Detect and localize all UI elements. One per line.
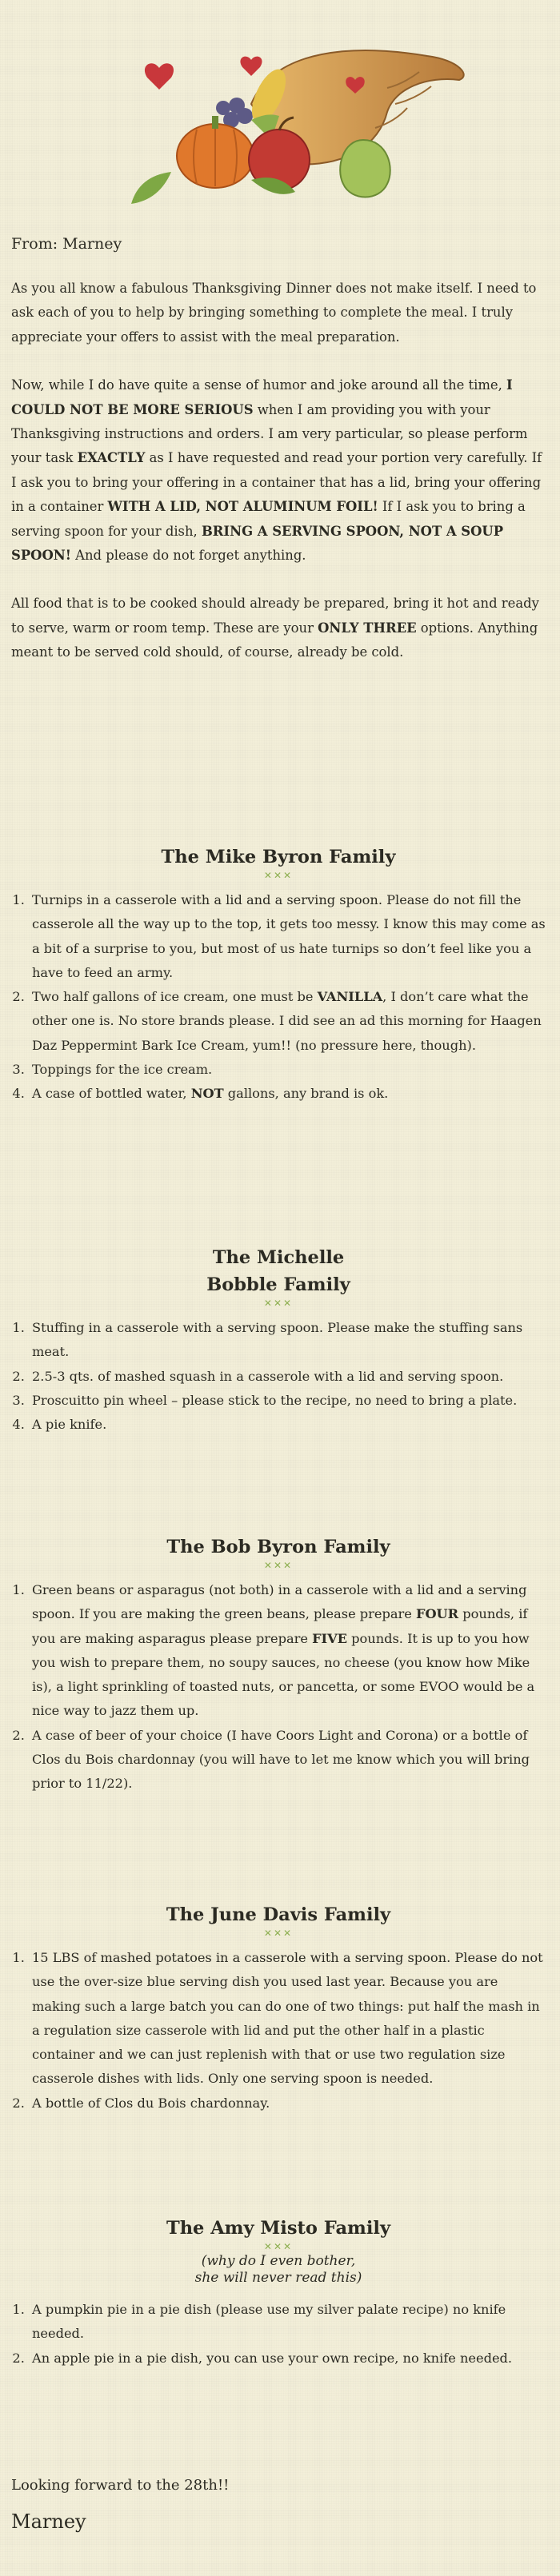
text-run: 15 LBS of mashed potatoes in a casserole with a serving spoon. Please do not use the over-size blue serving dish you used last year. Because you are making such a large batch you can do one of two things: put half the mash in a regulation size casserole with lid and put the other half in a plastic container and we can just replenish with that or use two regulation size casserole dishes with lids. Only one serving spoon is needed. (32, 1950, 543, 2087)
text-run: Turnips in a casserole with a lid and a serving spoon. Please do not fill the casserole all the way up to the top, it gets too messy. I know this may come as a bit of a surprise to you, but most of us hate turnips so don’t feel like you a have to feed an army. (32, 892, 546, 980)
intro-paragraph-3 (11, 592, 544, 664)
list-item (29, 985, 546, 1058)
family-title: The Bob Byron Family (166, 1537, 390, 1557)
item-list (11, 1316, 546, 1437)
intro-paragraph-2 (11, 373, 544, 568)
list-item (29, 2298, 546, 2347)
list-item (29, 1578, 546, 1724)
item-list (11, 1946, 546, 2115)
emphasis-text: NOT (190, 1086, 224, 1102)
text-run: A bottle of Clos du Bois chardonnay. (32, 2095, 270, 2111)
text-run: Toppings for the ice cream. (32, 1062, 213, 1078)
list-item (29, 1946, 546, 2092)
ornament-icon: ✕✕✕ (263, 1928, 294, 1939)
text-run: Green beans or asparagus (not both) in a casserole with a lid and a serving spoon. If you are making the green beans, please prepare (32, 1582, 527, 1622)
family-title: The Michelle Bobble Family (206, 1247, 350, 1295)
family-section-michelle-bobble (11, 1244, 546, 1437)
text-run: A case of beer of your choice (I have Coors Light and Corona) or a bottle of Clos du Bois chardonnay (you will have to let me know which you will bring prior to 11/22). (32, 1727, 530, 1792)
text-run: Now, while I do have quite a sense of humor and joke around all the time, (11, 377, 507, 393)
from-line: From: Marney (11, 235, 122, 253)
item-list (11, 1578, 546, 1796)
family-section-june-davis (11, 1901, 546, 2115)
text-run: A pumpkin pie in a pie dish (please use my silver palate recipe) no knife needed. (32, 2302, 506, 2342)
family-title: The Mike Byron Family (161, 847, 396, 867)
emphasis-text: BRING A SERVING SPOON, NOT A SOUP SPOON! (11, 523, 504, 564)
family-title: The Amy Misto Family (166, 2218, 391, 2239)
list-item (29, 1389, 546, 1413)
family-note (11, 2253, 546, 2287)
text-run: And please do not forget anything. (70, 548, 306, 564)
signature: Marney (11, 2510, 86, 2533)
cornucopia-illustration (11, 0, 544, 232)
ornament-icon: ✕✕✕ (263, 1298, 294, 1309)
text-run: pounds, if you are making asparagus please prepare (32, 1606, 528, 1646)
text-run: Proscuitto pin wheel – please stick to the recipe, no need to bring a plate. (32, 1392, 518, 1408)
heart-icon (145, 63, 174, 90)
list-item (29, 1365, 546, 1389)
text-run: A case of bottled water, (32, 1086, 191, 1102)
intro-paragraph-1: As you all know a fabulous Thanksgiving Dinner does not make itself. I need to ask each of you to help by bringing something to complete the meal. I truly appreciate your offers to assist with the meal preparation. (11, 281, 537, 345)
list-item (29, 1082, 546, 1106)
text-run: gallons, any brand is ok. (223, 1086, 389, 1102)
list-item (29, 1413, 546, 1437)
ornament-icon: ✕✕✕ (263, 1560, 294, 1571)
text-run: All food that is to be cooked should already be prepared, bring it hot and ready to serve, warm or room temp. These are your (11, 596, 539, 636)
list-item (29, 1058, 546, 1082)
emphasis-text: I COULD NOT BE MORE SERIOUS (11, 377, 513, 417)
closing-line: Looking forward to the 28th!! (11, 2477, 230, 2494)
intro-body (11, 277, 544, 689)
text-run: as I have requested and read your portion very carefully. If I ask you to bring your offering in a container that has a lid, bring your offering in a container (11, 450, 542, 515)
family-title: The June Davis Family (166, 1904, 391, 1925)
text-run: when I am providing you with your Thanksgiving instructions and orders. I am very particular, so please perform your task (11, 401, 528, 466)
emphasis-text: VANILLA (317, 989, 383, 1005)
ornament-icon: ✕✕✕ (263, 2241, 294, 2252)
emphasis-text: ONLY THREE (318, 620, 417, 636)
emphasis-text: FIVE (312, 1630, 348, 1646)
family-section-bob-byron (11, 1533, 546, 1796)
family-section-amy-misto (11, 2215, 546, 2371)
text-run: Two half gallons of ice cream, one must be (32, 989, 318, 1005)
text-run: pounds. It is up to you how you wish to prepare them, no soupy sauces, no cheese (you know how Mike is), a light sprinkling of toasted nuts, or pancetta, or some EVOO would be a nice way to jazz them up. (32, 1630, 535, 1719)
note-line: (why do I even bother, (201, 2253, 356, 2269)
list-item (29, 888, 546, 985)
emphasis-text: FOUR (415, 1606, 459, 1622)
item-list (11, 2298, 546, 2371)
text-run: options. Anything meant to be served cold should, of course, already be cold. (11, 620, 538, 660)
note-line: she will never read this) (194, 2270, 362, 2286)
list-item (29, 2092, 546, 2115)
list-item (29, 1316, 546, 1365)
list-item (29, 1724, 546, 1796)
emphasis-text: WITH A LID, NOT ALUMINUM FOIL! (107, 499, 378, 515)
text-run: Stuffing in a casserole with a serving spoon. Please make the stuffing sans meat. (32, 1320, 523, 1360)
text-run: If I ask you to bring a serving spoon for your dish, (11, 499, 526, 539)
text-run: A pie knife. (32, 1417, 107, 1433)
item-list (11, 888, 546, 1107)
ornament-icon: ✕✕✕ (263, 870, 294, 881)
text-run: An apple pie in a pie dish, you can use your own recipe, no knife needed. (32, 2350, 513, 2366)
text-run: 2.5-3 qts. of mashed squash in a casserole with a lid and serving spoon. (32, 1368, 504, 1384)
emphasis-text: EXACTLY (77, 450, 146, 466)
heart-icon (240, 57, 262, 76)
family-section-mike-byron (11, 843, 546, 1107)
list-item (29, 2347, 546, 2371)
text-run: , I don’t care what the other one is. No store brands please. I did see an ad this morning for Haagen Daz Peppermint Bark Ice Cream, yum!! (no pressure here, though). (32, 989, 542, 1053)
